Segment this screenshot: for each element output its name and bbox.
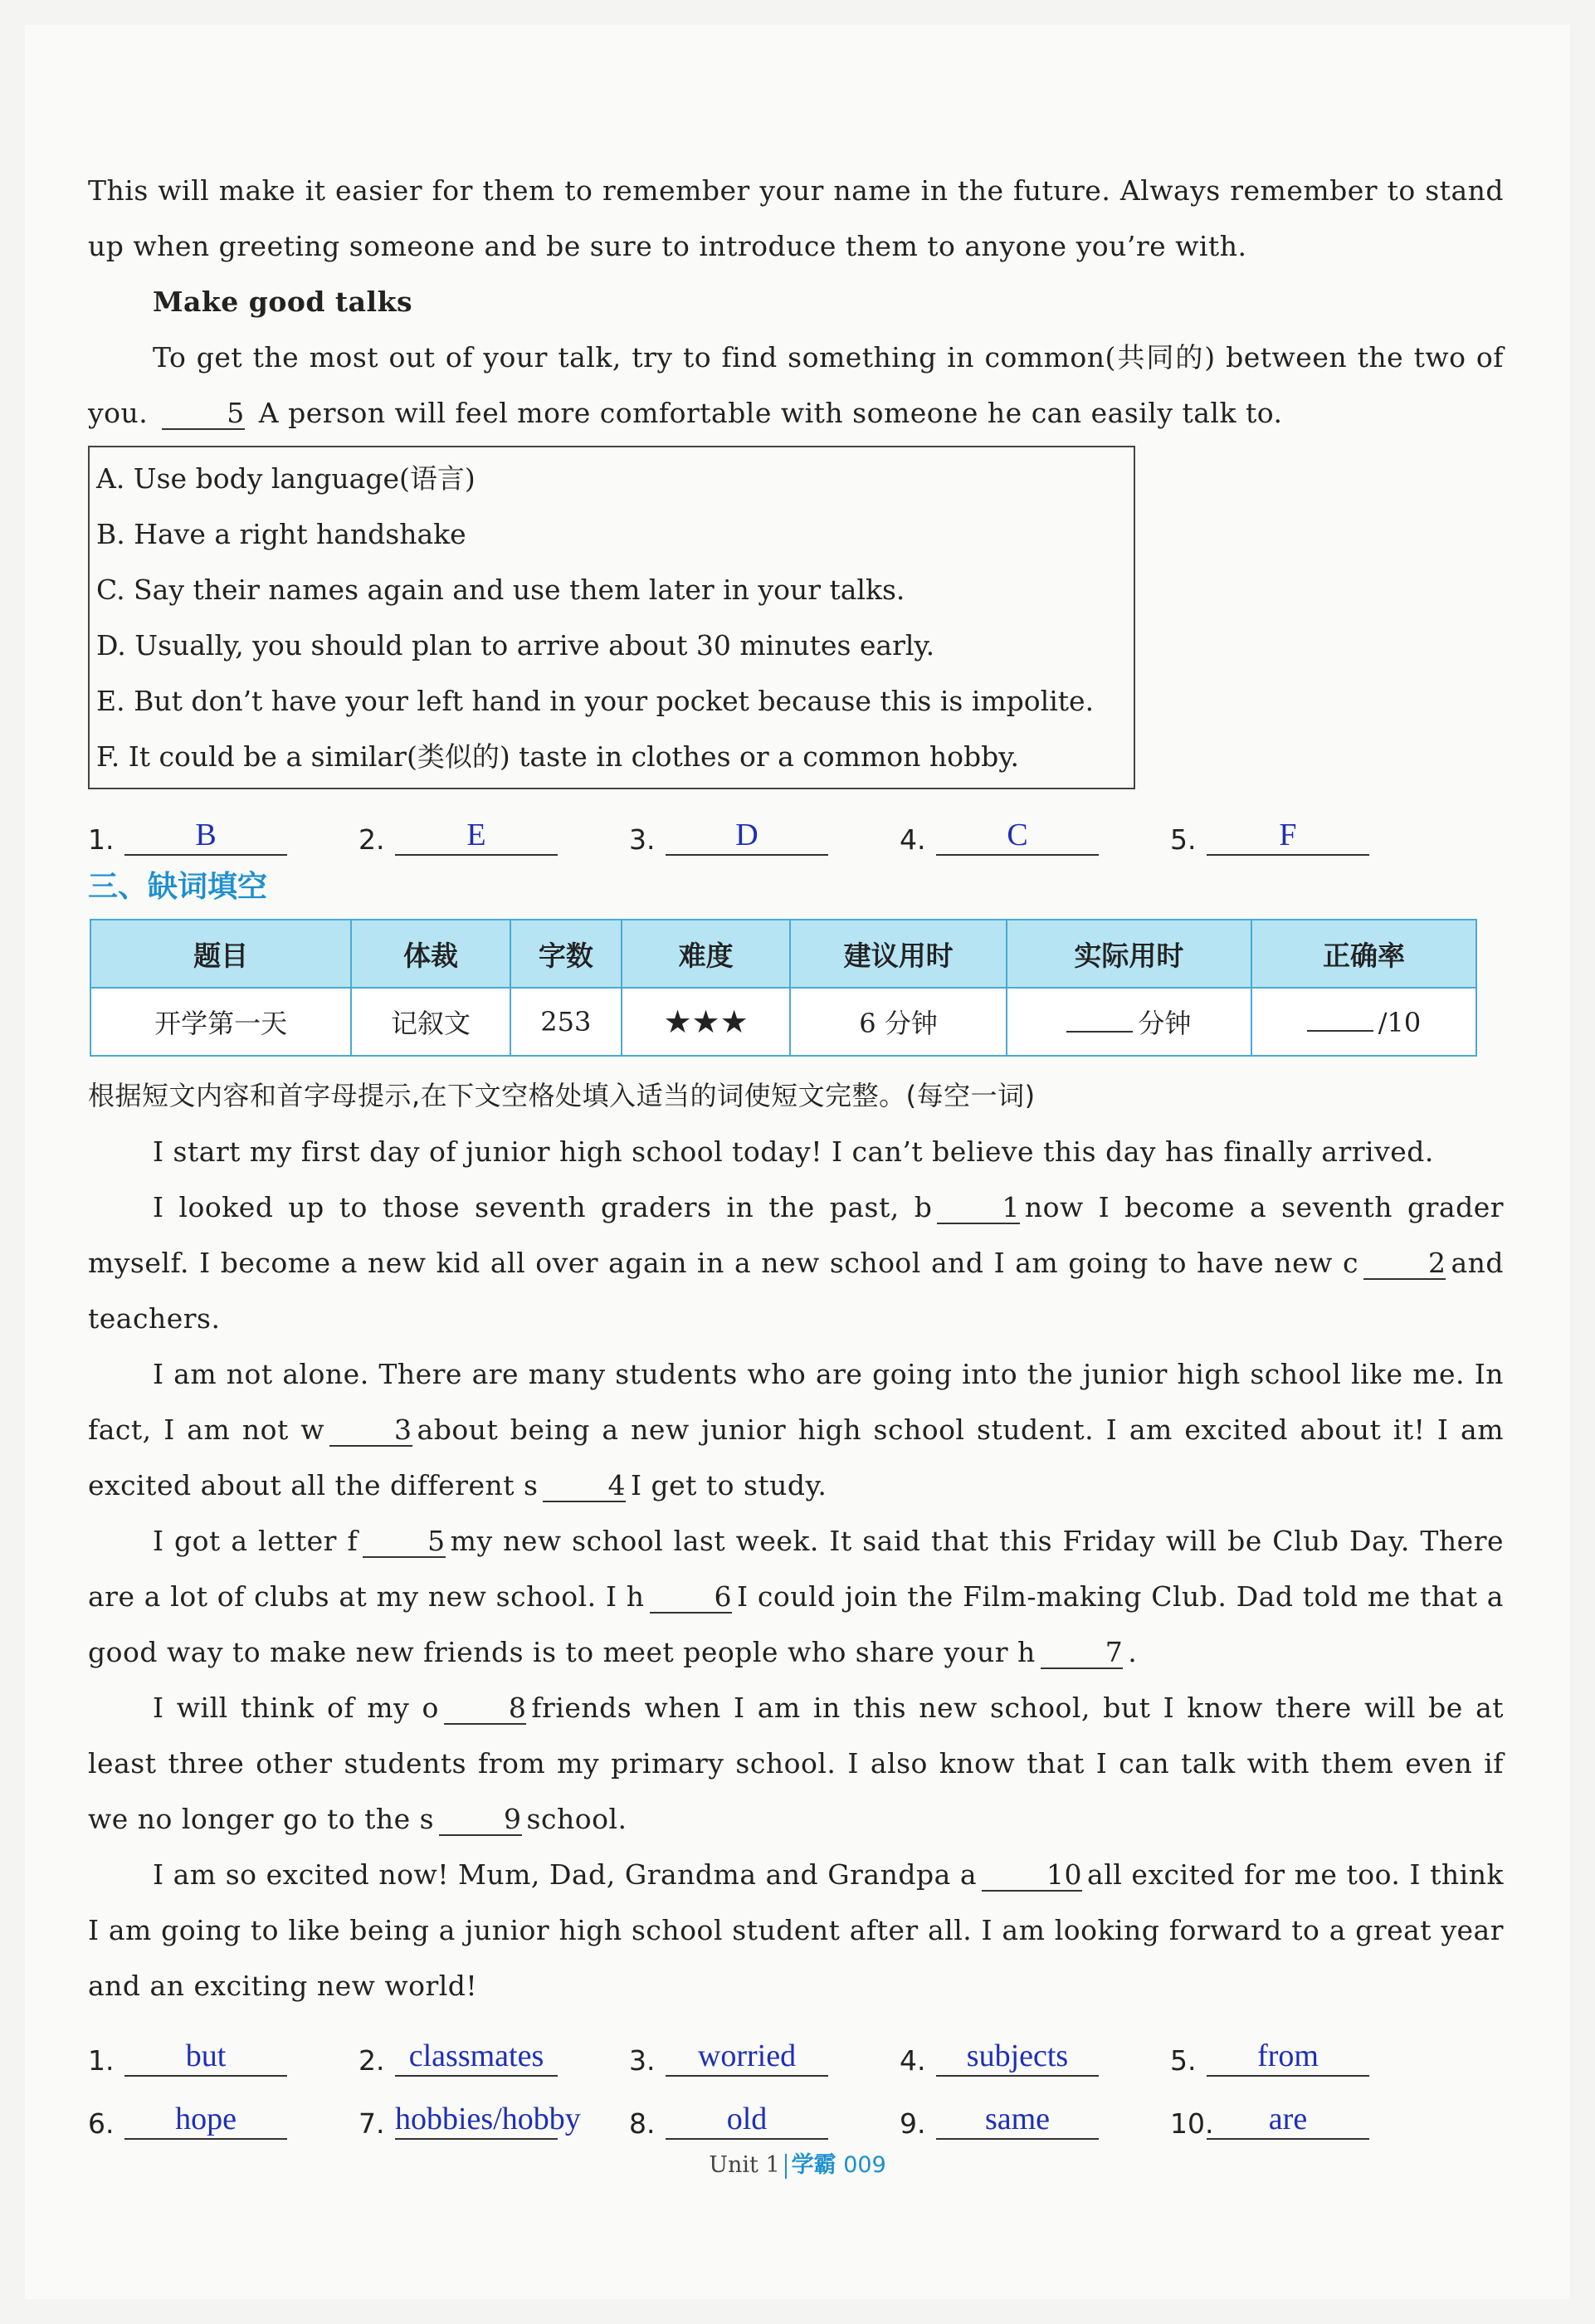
answer2-6 [88,2100,359,2140]
blank-3: 3 [329,1415,412,1447]
answer-num: 2. [359,2044,385,2077]
answer2-3 [629,2037,900,2077]
answer-value: B [124,816,287,856]
answer-value: hobbies/hobby [395,2100,558,2140]
header-cell: 难度 [622,920,790,988]
answer1-1 [88,816,359,856]
accuracy-blank[interactable] [1307,1005,1373,1032]
text: . [1128,1636,1138,1668]
answer-num: 6. [88,2107,115,2140]
answer-value: but [124,2037,287,2077]
answer1-5 [1170,816,1441,856]
option-e: E. But don’t have your left hand in your pocket because this is impolite. [96,685,1095,717]
header-cell: 实际用时 [1007,920,1251,988]
answer-value: same [936,2100,1099,2140]
answers2-row1 [88,2019,1504,2077]
blank-4: 4 [543,1471,626,1502]
instruction: 根据短文内容和首字母提示,在下文空格处填入适当的词使短文完整。(每空一词) [88,1080,1036,1111]
para2-text-after: A person will feel more comfortable with someone he can easily talk to. [258,397,1283,429]
answer-num: 8. [629,2107,656,2140]
cell-genre: 记叙文 [351,988,510,1056]
text: I am so excited now! Mum, Dad, Grandma and Grandpa a [153,1858,978,1891]
option-d: D. Usually, you should plan to arrive about 30 minutes early. [96,629,935,662]
answer2-9 [900,2100,1170,2140]
blank-5: 5 [162,398,245,430]
cell-accuracy [1251,988,1476,1056]
answer2-2 [359,2037,629,2077]
header-cell: 建议用时 [790,920,1007,988]
text: I looked up to those seventh graders in the past, b [153,1191,933,1223]
text: and teachers. [88,1247,1504,1335]
text: I will think of my o [153,1692,439,1724]
answer1-2 [359,816,629,856]
heading-make-good-talks: Make good talks [153,286,413,318]
answer1-3 [629,816,900,856]
text: my new school last week. It said that this Friday will be Club Day. There are a lot of clubs at my new school. I h [88,1525,1505,1613]
answer-value: classmates [395,2037,558,2077]
option-c: C. Say their names again and use them later in your talks. [96,574,905,606]
answer-value: are [1207,2100,1369,2140]
answer2-5 [1170,2037,1441,2077]
content [88,163,1504,2145]
info-table [90,919,1477,1057]
blank-1: 1 [937,1193,1020,1224]
text: about being a new junior high school student. I am excited about it! I am excited about all the different s [88,1413,1504,1501]
para2-text-before: To get the most out of your talk, try to find something in common(共同的) between the two of you. [88,341,1504,429]
options-box [88,446,1135,789]
answer-num: 5. [1170,2044,1197,2077]
answer-num: 4. [900,2044,926,2077]
header-cell: 体裁 [351,920,510,988]
blank-5: 5 [363,1526,446,1558]
answer1-4 [900,816,1170,856]
answer-value: E [395,816,558,856]
section-title: 三、缺词填空 [88,870,268,904]
answer-num: 7. [359,2107,385,2140]
answer-value: D [666,816,828,856]
answer-num: 10. [1170,2107,1214,2140]
option-a: A. Use body language(语言) [96,462,476,495]
passage2-p3 [88,1346,1504,1513]
cell-word-count: 253 [510,988,622,1056]
answer-num: 1. [88,2044,115,2077]
passage2-p6 [88,1847,1504,2014]
answer-num: 4. [900,823,926,856]
answer-value: C [936,816,1099,856]
text: school. [526,1803,627,1835]
blank-7: 7 [1041,1638,1124,1669]
footer-divider [785,2154,787,2179]
header-cell: 字数 [510,920,622,988]
text: I got a letter f [153,1525,359,1557]
header-cell: 正确率 [1251,920,1476,988]
answer-num: 9. [900,2107,926,2140]
cell-suggested-time: 6 分钟 [790,988,1007,1056]
passage2-p4 [88,1513,1504,1680]
passage2-p5 [88,1680,1504,1847]
answer-num: 5. [1170,823,1197,856]
option-b: B. Have a right handshake [96,518,466,550]
info-table-header [90,920,1476,988]
answer2-4 [900,2037,1170,2077]
answer2-8 [629,2100,900,2140]
passage1-para2 [88,330,1504,441]
answer-num: 3. [629,823,656,856]
info-table-row [90,988,1476,1056]
answer-value: hope [124,2100,287,2140]
text: friends when I am in this new school, but I know there will be at least three other students from my primary school. I also know that I can talk with them even if we no longer go to the s [88,1692,1505,1835]
answers1-row [88,798,1504,856]
option-f: F. It could be a similar(类似的) taste in clothes or a common hobby. [96,740,1019,773]
blank-2: 2 [1363,1248,1446,1280]
text: I get to study. [630,1469,827,1501]
answer2-1 [88,2037,359,2077]
header-cell: 题目 [90,920,351,988]
text: now I become a seventh grader myself. I become a new kid all over again in a new school and I am going to have new c [88,1191,1505,1279]
footer-brand: 学霸 [791,2152,837,2178]
answer-value: F [1207,816,1369,856]
answer-num: 2. [359,823,385,856]
cell-title: 开学第一天 [90,988,351,1056]
page-footer [0,2146,1595,2179]
passage2-p2 [88,1179,1504,1346]
text: I could join the Film-making Club. Dad told me that a good way to make new friends is to meet people who share your h [88,1580,1504,1668]
passage2-p1: I start my first day of junior high school today! I can’t believe this day has finally arrived. [153,1135,1434,1168]
blank-9: 9 [439,1804,522,1836]
answer-value: subjects [936,2037,1099,2077]
actual-time-blank[interactable] [1066,1006,1133,1033]
cell-actual-time [1007,988,1251,1056]
answer2-10 [1170,2100,1441,2140]
answer2-7 [359,2100,629,2140]
actual-time-unit: 分钟 [1138,1008,1192,1039]
blank-10: 10 [982,1860,1082,1892]
passage1-text: This will make it easier for them to remember your name in the future. Always remember to stand up when greeting someone and be sure to introduce them to anyone you’re with. [88,174,1504,262]
answer-value: from [1207,2037,1369,2077]
answer-num: 3. [629,2044,656,2077]
answers2-row2 [88,2082,1504,2140]
accuracy-total: /10 [1378,1007,1422,1038]
answer-value: old [666,2100,828,2140]
text: all excited for me too. I think I am going to like being a junior high school student after all. I am looking forward to a great year and an exciting new world! [88,1858,1504,2002]
footer-unit: Unit 1 [709,2152,780,2178]
blank-6: 6 [650,1582,733,1614]
text: I am not alone. There are many students who are going into the junior high school like me. In fact, I am not w [88,1358,1504,1446]
page-number: 009 [843,2152,886,2178]
blank-8: 8 [444,1693,527,1725]
cell-difficulty: ★★★ [622,988,790,1056]
answer-value: worried [666,2037,828,2077]
answer-num: 1. [88,823,115,856]
